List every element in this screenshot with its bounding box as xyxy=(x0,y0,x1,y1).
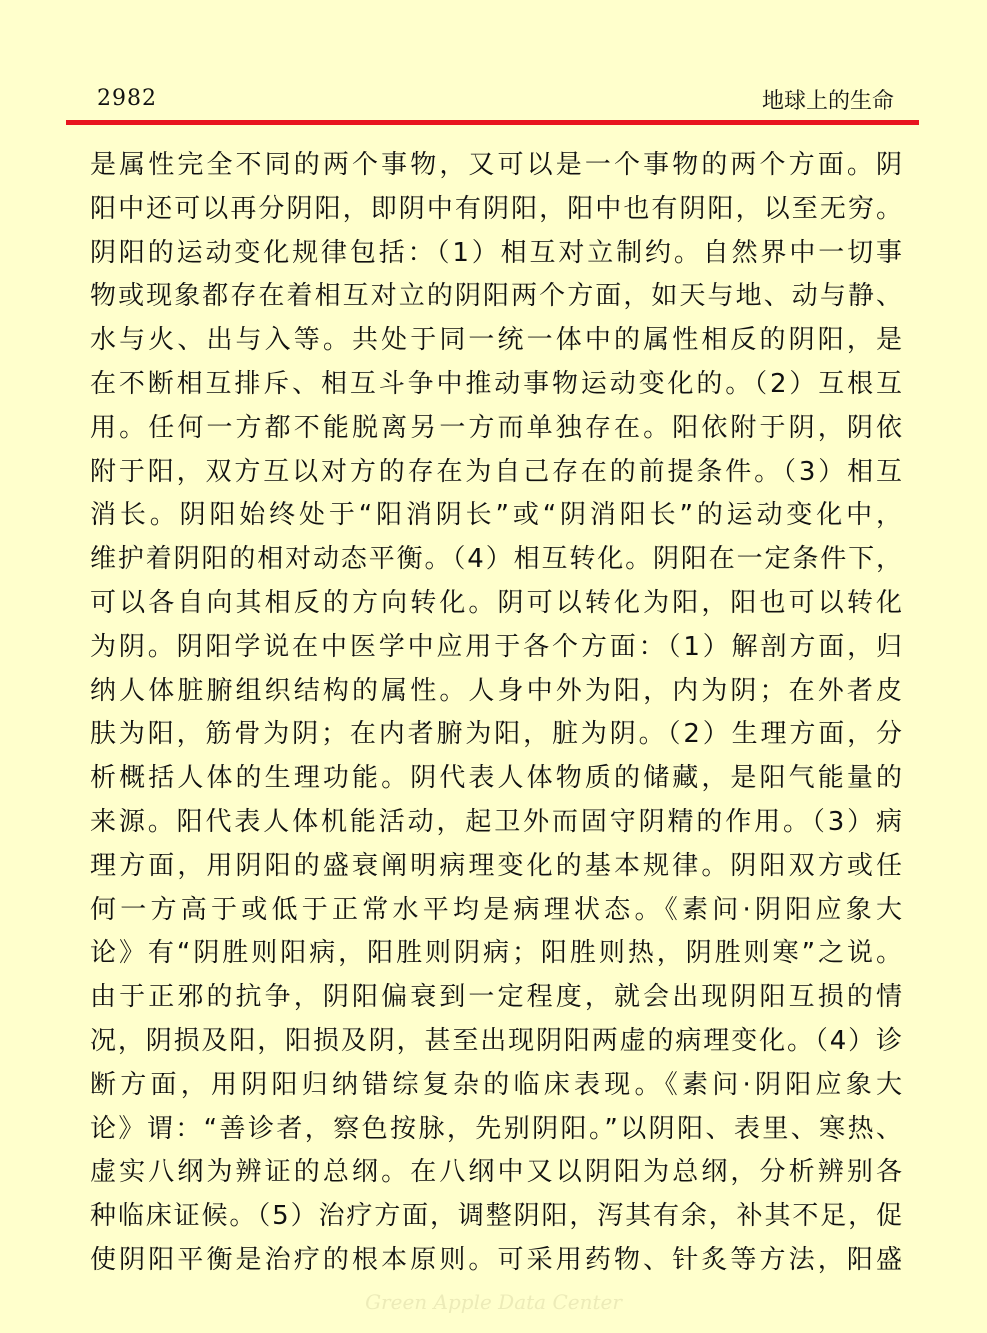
text-line: 析概括人体的生理功能。阴代表人体物质的储藏，是阳气能量的 xyxy=(90,763,902,794)
text-line: 肤为阳，筋骨为阴；在内者腑为阳，脏为阴。（2）生理方面，分 xyxy=(90,719,902,750)
text-line: 是属性完全不同的两个事物，又可以是一个事物的两个方面。阴 xyxy=(90,150,902,180)
text-line: 阳中还可以再分阴阳，即阴中有阴阳，阳中也有阴阳，以至无穷。 xyxy=(90,193,902,224)
text-line: 消长。阴阳始终处于“阳消阴长”或“阴消阳长”的运动变化中， xyxy=(90,500,902,531)
text-line: 物或现象都存在着相互对立的阴阳两个方面，如天与地、动与静、 xyxy=(90,281,902,312)
text-line: 况，阴损及阳，阳损及阴，甚至出现阴阳两虚的病理变化。（4）诊 xyxy=(90,1025,902,1056)
text-line: 在不断相互排斥、相互斗争中推动事物运动变化的。（2）互根互 xyxy=(90,368,902,399)
watermark: Green Apple Data Center xyxy=(365,1290,622,1314)
text-line: 水与火、出与入等。共处于同一统一体中的属性相反的阴阳，是 xyxy=(90,325,902,356)
text-line: 论》有“阴胜则阳病，阳胜则阴病；阳胜则热，阴胜则寒”之说。 xyxy=(90,938,902,969)
page-number: 2982 xyxy=(97,86,157,111)
text-line: 使阴阳平衡是治疗的根本原则。可采用药物、针炙等方法，阳盛 xyxy=(90,1244,902,1275)
text-line: 来源。阳代表人体机能活动，起卫外而固守阴精的作用。（3）病 xyxy=(90,806,902,837)
text-line: 用。任何一方都不能脱离另一方而单独存在。阳依附于阴，阴依 xyxy=(90,412,902,443)
text-line: 为阴。阴阳学说在中医学中应用于各个方面：（1）解剖方面，归 xyxy=(90,631,902,662)
text-line: 由于正邪的抗争，阴阳偏衰到一定程度，就会出现阴阳互损的情 xyxy=(90,982,902,1013)
text-line: 断方面，用阴阳归纳错综复杂的临床表现。《素问·阴阳应象大 xyxy=(90,1069,902,1100)
text-line: 维护着阴阳的相对动态平衡。（4）相互转化。阴阳在一定条件下， xyxy=(90,544,902,575)
text-line: 纳人体脏腑组织结构的属性。人身中外为阳，内为阴；在外者皮 xyxy=(90,675,902,706)
text-line: 可以各自向其相反的方向转化。阴可以转化为阳，阳也可以转化 xyxy=(90,587,902,618)
text-line: 阴阳的运动变化规律包括：（1）相互对立制约。自然界中一切事 xyxy=(90,237,902,268)
text-line: 理方面，用阴阳的盛衰阐明病理变化的基本规律。阴阳双方或任 xyxy=(90,850,902,881)
running-title: 地球上的生命 xyxy=(761,89,894,114)
text-line: 附于阳，双方互以对方的存在为自己存在的前提条件。（3）相互 xyxy=(90,456,902,487)
body-text xyxy=(90,144,902,1283)
text-line: 论》谓：“善诊者，察色按脉，先别阴阳。”以阴阳、表里、寒热、 xyxy=(90,1113,902,1144)
text-line: 何一方高于或低于正常水平均是病理状态。《素问·阴阳应象大 xyxy=(90,894,902,925)
header-rule xyxy=(66,120,919,125)
text-line: 虚实八纲为辨证的总纲。在八纲中又以阴阳为总纲，分析辨别各 xyxy=(90,1157,902,1188)
text-line: 种临床证候。（5）治疗方面，调整阴阳，泻其有余，补其不足，促 xyxy=(90,1201,902,1232)
